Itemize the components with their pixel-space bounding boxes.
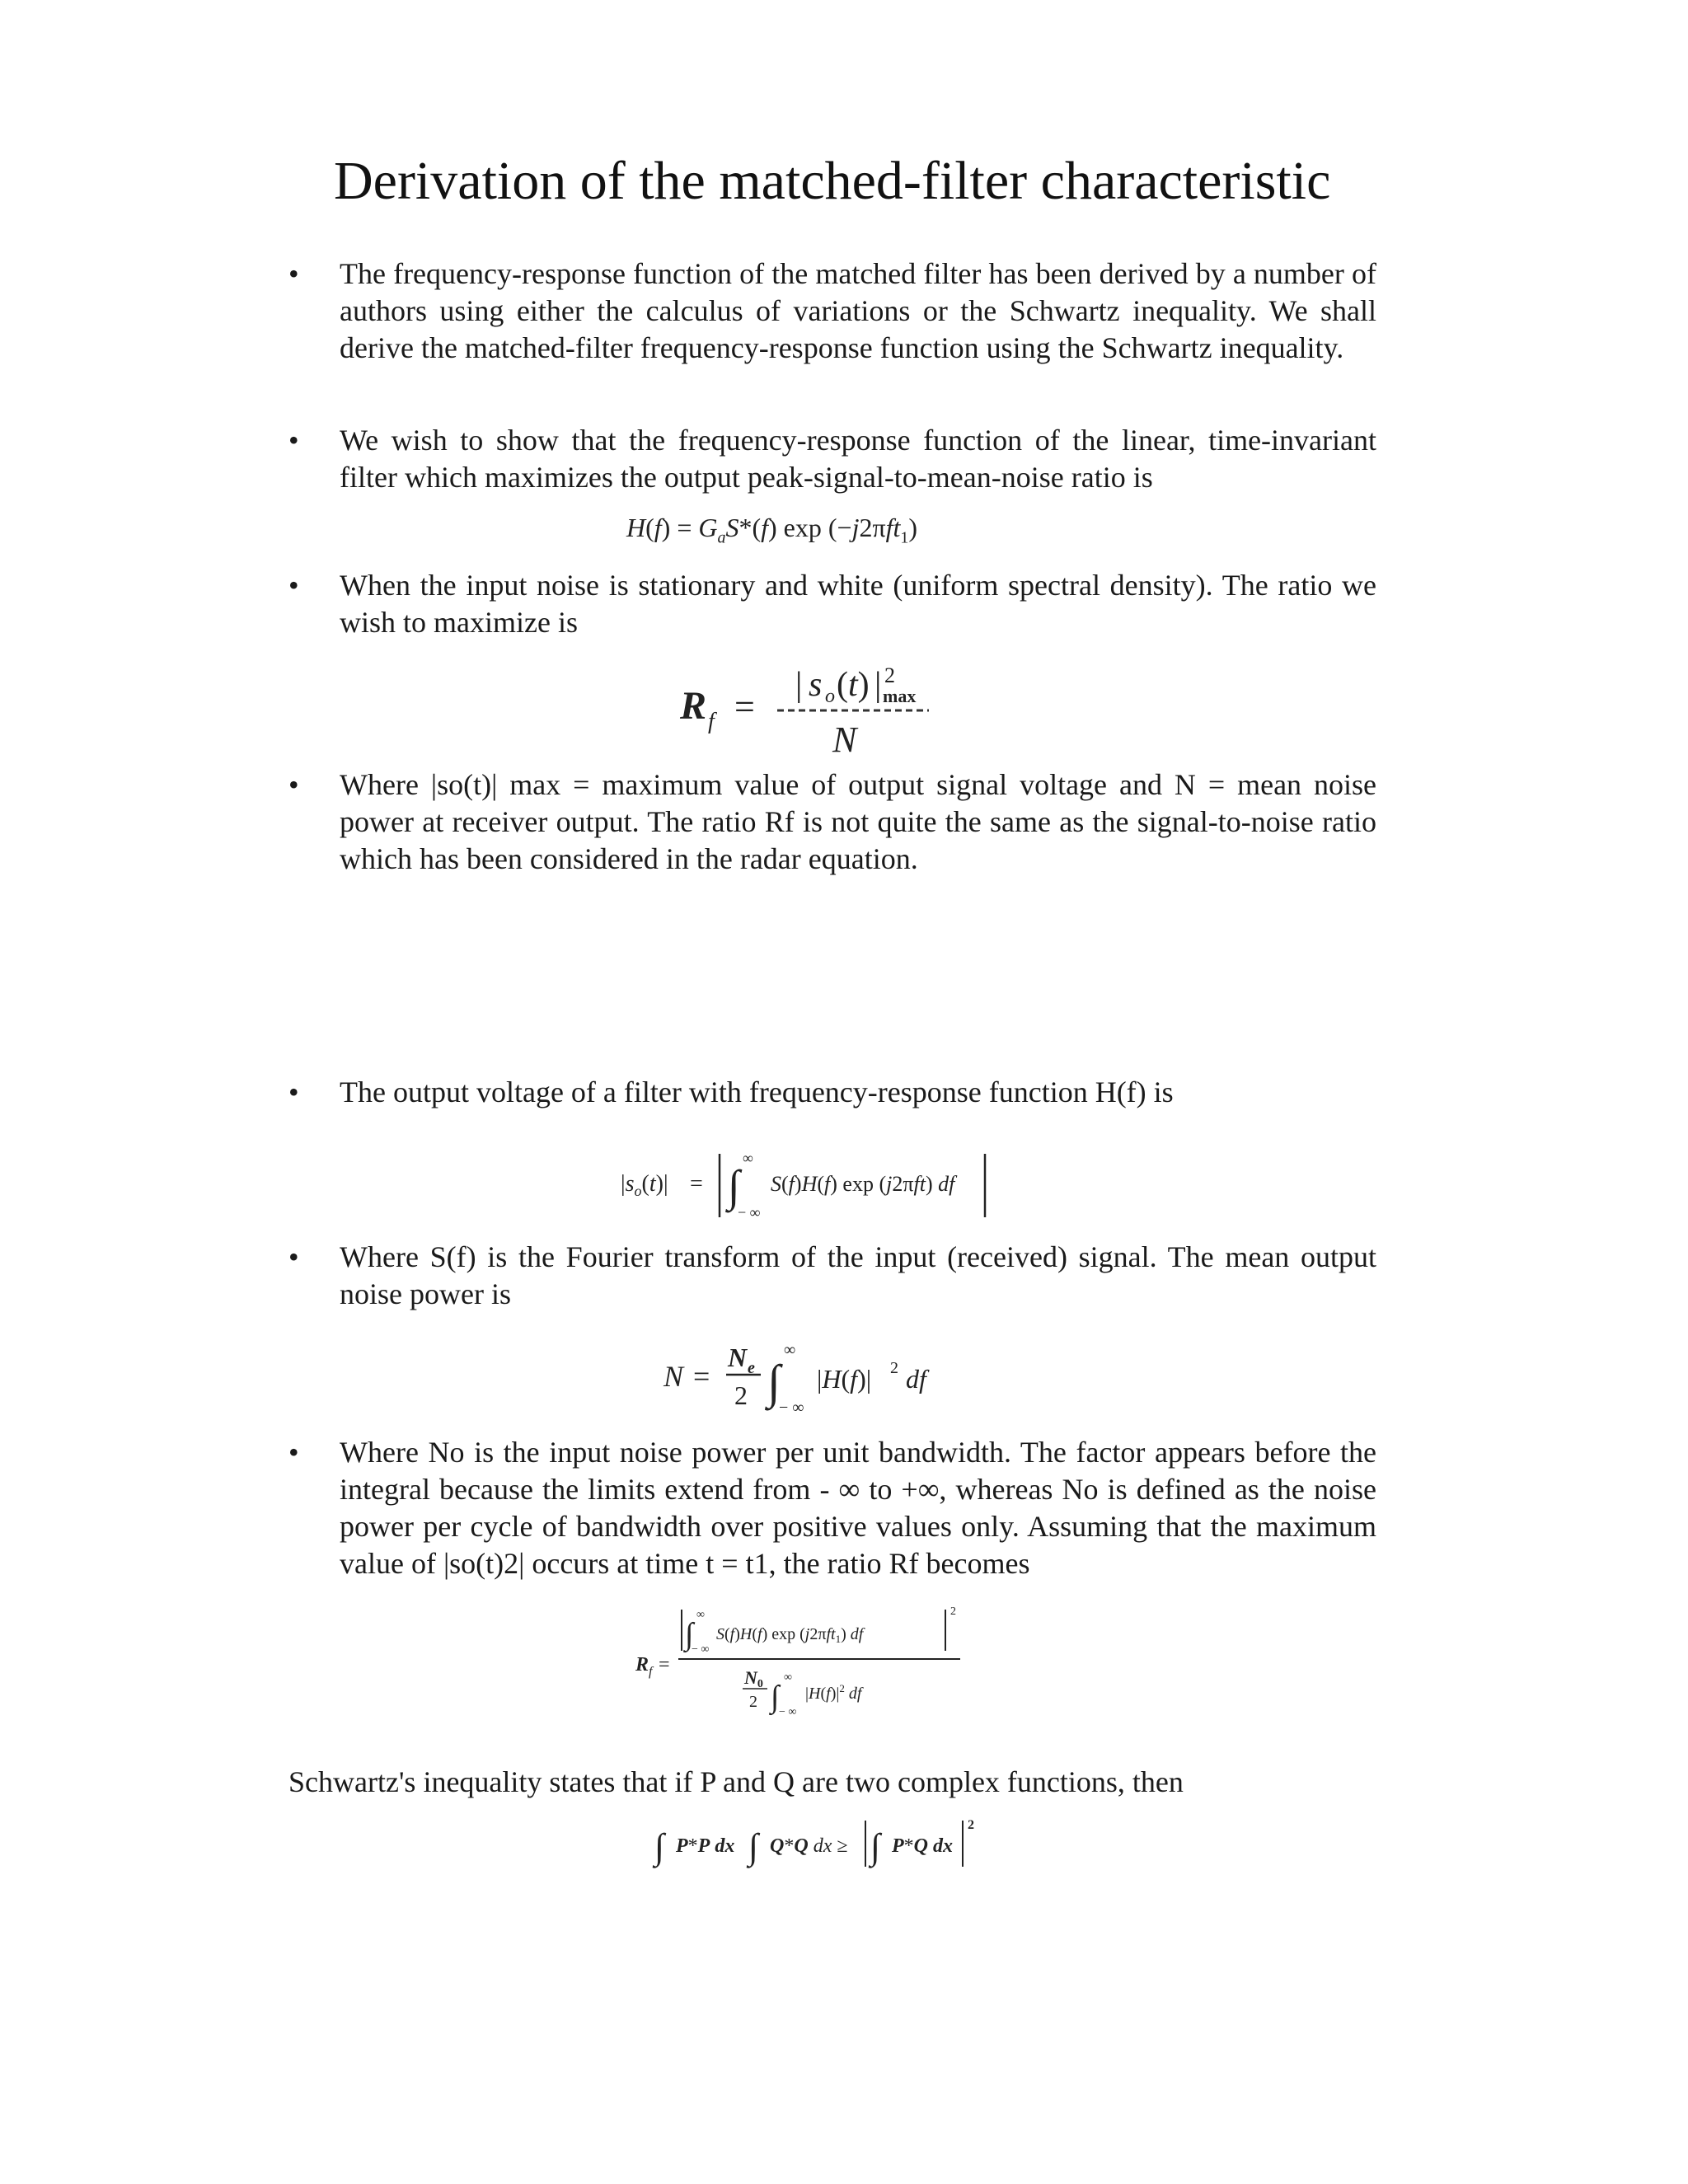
svg-text:P*P dx: P*P dx bbox=[676, 1835, 735, 1857]
svg-text:e: e bbox=[748, 1359, 755, 1377]
svg-text:2: 2 bbox=[749, 1693, 757, 1711]
paragraph: Where No is the input noise power per unit bandwidth. The factor appears before the integral because the limits extend from - ∞ to +∞, whereas No is defined as the noise power per cycle of bandwidth over positive values only. Assuming that the maximum value of |so(t)2| occurs at time t = t1, the ratio Rf becomes bbox=[340, 1436, 1376, 1580]
svg-text:2: 2 bbox=[884, 663, 895, 687]
svg-text:|H(f)|2 df: $|H(f)|^2$ df bbox=[805, 1682, 862, 1703]
paragraph: Where |so(t)| max = maximum value of output signal voltage and N = mean noise power at receiver output. The ratio Rf is not quite the same as the signal-to-noise ratio which has been considered in the radar equation. bbox=[340, 768, 1376, 875]
svg-text:∫: ∫ bbox=[767, 1355, 781, 1408]
svg-text:=: = bbox=[690, 1171, 703, 1197]
bullet-marker: • bbox=[288, 1436, 299, 1469]
svg-text:R: R bbox=[635, 1654, 649, 1675]
svg-text:f: f bbox=[708, 709, 715, 734]
svg-text:|: | bbox=[874, 666, 882, 704]
svg-text:Q*Q dx ≥: Q*Q dx ≥ bbox=[770, 1835, 848, 1857]
bullet-marker: • bbox=[288, 424, 299, 457]
svg-text:∫: ∫ bbox=[748, 1826, 759, 1867]
svg-text:2: 2 bbox=[968, 1818, 974, 1832]
equation-ratio-expanded bbox=[631, 1603, 985, 1727]
equation-output-voltage bbox=[614, 1141, 1001, 1232]
svg-text:N: N bbox=[832, 719, 857, 760]
svg-text:∞: ∞ bbox=[784, 1671, 792, 1684]
paragraph: The output voltage of a filter with frequency-response function H(f) is bbox=[340, 1076, 1174, 1108]
svg-text:=: = bbox=[693, 1360, 710, 1393]
equation-schwartz-inequality bbox=[651, 1809, 997, 1883]
paragraph: When the input noise is stationary and white (uniform spectral density). The ratio we wish to maximize is bbox=[340, 569, 1376, 639]
svg-text:|so(t)|: $|s_o(t)|$ bbox=[621, 1171, 668, 1199]
bullet-marker: • bbox=[288, 1076, 299, 1108]
equation-matched-filter: $H(f) = G_aS*(f)$ exp (−j2πft$_1$) bbox=[626, 513, 918, 547]
svg-text:S(f)H(f) exp (j2πft1) df: S(f)H(f) exp (j2πft$_1$) df bbox=[716, 1625, 864, 1645]
svg-text:s: s bbox=[809, 666, 823, 704]
bullet-marker: • bbox=[288, 768, 299, 801]
svg-text:=: = bbox=[659, 1654, 670, 1675]
svg-text:N0: N0 bbox=[744, 1667, 763, 1690]
svg-text:∫: ∫ bbox=[728, 1161, 740, 1211]
equation-ratio bbox=[672, 659, 944, 766]
svg-text:− ∞: − ∞ bbox=[738, 1204, 761, 1221]
svg-text:=: = bbox=[734, 687, 755, 727]
svg-text:∞: ∞ bbox=[743, 1150, 753, 1166]
svg-text:N: N bbox=[663, 1360, 684, 1393]
svg-text:2: 2 bbox=[950, 1605, 956, 1618]
svg-text:S(f)H(f) exp (j2πft) df: S(f)H(f) exp (j2πft) df bbox=[771, 1172, 955, 1196]
svg-text:|H(f)|: |H(f)| bbox=[817, 1364, 872, 1394]
svg-text:N: N bbox=[728, 1343, 748, 1372]
svg-text:∞: ∞ bbox=[784, 1341, 796, 1359]
svg-text:2: 2 bbox=[890, 1359, 898, 1377]
svg-text:P*Q dx: P*Q dx bbox=[892, 1835, 954, 1857]
svg-text:df: df bbox=[906, 1364, 926, 1394]
svg-text:− ∞: − ∞ bbox=[692, 1643, 710, 1656]
bullet-marker: • bbox=[288, 569, 299, 602]
paragraph: Where S(f) is the Fourier transform of the input (received) signal. The mean output noise power is bbox=[340, 1240, 1376, 1310]
svg-text:R: R bbox=[680, 684, 707, 728]
svg-text:f: f bbox=[649, 1665, 653, 1679]
equation-noise-power bbox=[655, 1327, 985, 1426]
svg-text:(t): (t) bbox=[837, 666, 870, 704]
svg-text:∫: ∫ bbox=[685, 1617, 694, 1652]
svg-text:− ∞: − ∞ bbox=[779, 1399, 804, 1417]
svg-text:∞: ∞ bbox=[696, 1609, 705, 1621]
page-title: Derivation of the matched-filter characteristic bbox=[334, 151, 1331, 211]
bullet-marker: • bbox=[288, 257, 299, 290]
bullet-marker: • bbox=[288, 1240, 299, 1273]
svg-text:max: max bbox=[883, 686, 917, 706]
svg-text:|: | bbox=[795, 666, 803, 704]
svg-text:o: o bbox=[825, 686, 835, 707]
svg-text:2: 2 bbox=[734, 1380, 748, 1410]
closing-paragraph: Schwartz's inequality states that if P and Q are two complex functions, then bbox=[288, 1765, 1184, 1798]
svg-text:∫: ∫ bbox=[771, 1680, 780, 1714]
paragraph: The frequency-response function of the matched filter has been derived by a number of authors using either the calculus of variations or the Schwartz inequality. We shall derive the matched-filter frequency-response function using the Schwartz inequality. bbox=[340, 257, 1376, 364]
svg-text:− ∞: − ∞ bbox=[779, 1706, 797, 1718]
svg-text:∫: ∫ bbox=[654, 1826, 665, 1867]
paragraph: We wish to show that the frequency-response function of the linear, time-invariant filter which maximizes the output peak-signal-to-mean-noise ratio is bbox=[340, 424, 1376, 494]
svg-text:∫: ∫ bbox=[870, 1826, 881, 1867]
